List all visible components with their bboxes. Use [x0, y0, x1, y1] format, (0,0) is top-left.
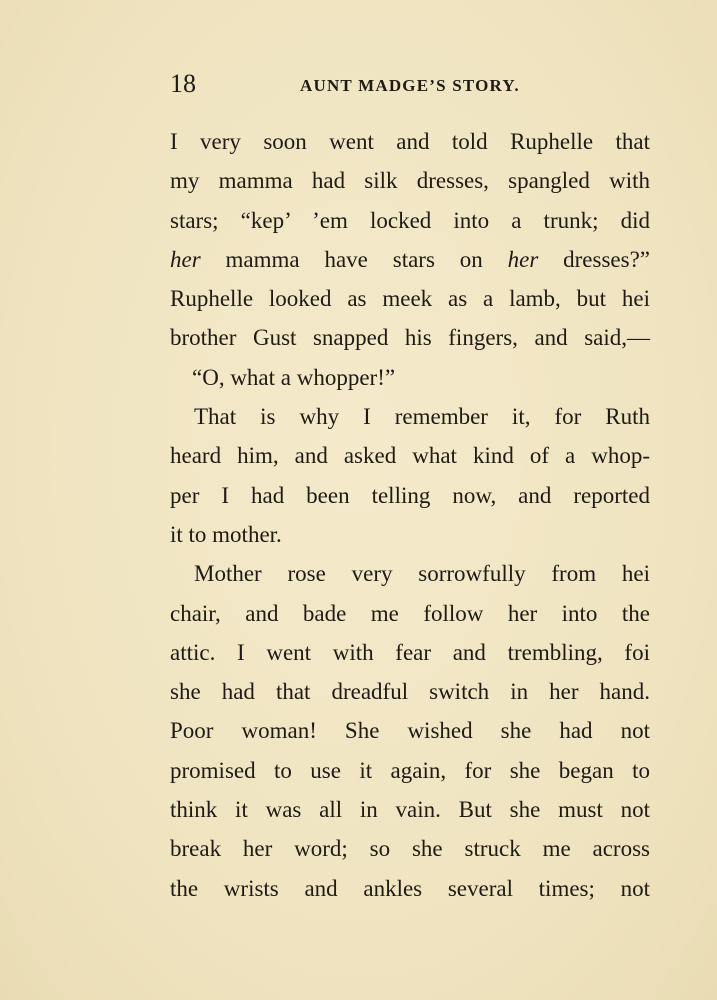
body-text [170, 122, 650, 908]
text-line [170, 554, 650, 593]
text-segment: think it was all in vain. But she must not [170, 797, 650, 823]
text-line [170, 436, 650, 475]
text-line [170, 397, 650, 436]
text-line [170, 711, 650, 750]
text-line [170, 869, 650, 908]
text-line [170, 279, 650, 318]
running-head [170, 68, 650, 100]
text-segment: stars; “kep’ ’em locked into a trunk; did [170, 207, 650, 233]
italic-text: her [507, 246, 539, 272]
text-segment: Poor woman! She wished she had not [170, 718, 650, 744]
text-segment: mamma have stars on [200, 246, 508, 272]
text-segment: per I had been telling now, and reported [170, 482, 650, 508]
text-line [170, 751, 650, 790]
text-segment: she had that dreadful switch in her hand. [170, 679, 650, 705]
text-segment: I very soon went and told Ruphelle that [170, 129, 650, 154]
text-line [170, 790, 650, 829]
text-segment: my mamma had silk dresses, spangled with [170, 168, 650, 194]
text-line [170, 476, 650, 515]
text-segment: brother Gust snapped his fingers, and said,— [170, 325, 650, 351]
text-segment: chair, and bade me follow her into the [170, 600, 650, 626]
text-line [170, 633, 650, 672]
text-line [170, 122, 650, 161]
text-segment: it to mother. [170, 521, 282, 547]
italic-text: her [170, 246, 201, 272]
text-line [170, 318, 650, 357]
text-line [170, 201, 650, 240]
text-segment: Ruphelle looked as meek as a lamb, but hei [170, 286, 650, 312]
text-segment: promised to use it again, for she began to [170, 757, 650, 783]
text-segment: break her word; so she struck me across [170, 836, 650, 862]
text-line [170, 240, 650, 279]
text-segment: dresses?” [538, 246, 650, 272]
text-line [170, 829, 650, 868]
text-line [170, 672, 650, 711]
text-segment: That is why I remember it, for Ruth [194, 404, 650, 430]
text-line [170, 515, 650, 554]
text-segment: attic. I went with fear and trembling, foi [170, 639, 650, 665]
running-title: AUNT MADGE’S STORY. [300, 76, 520, 95]
text-line [170, 161, 650, 200]
text-segment: the wrists and ankles several times; not [170, 875, 650, 901]
page-number: 18 [170, 69, 196, 98]
text-line [170, 358, 650, 397]
text-segment: “O, what a whopper!” [192, 364, 396, 390]
text-segment: Mother rose very sorrowfully from hei [194, 561, 650, 587]
text-segment: heard him, and asked what kind of a whop- [170, 443, 650, 469]
text-line [170, 594, 650, 633]
